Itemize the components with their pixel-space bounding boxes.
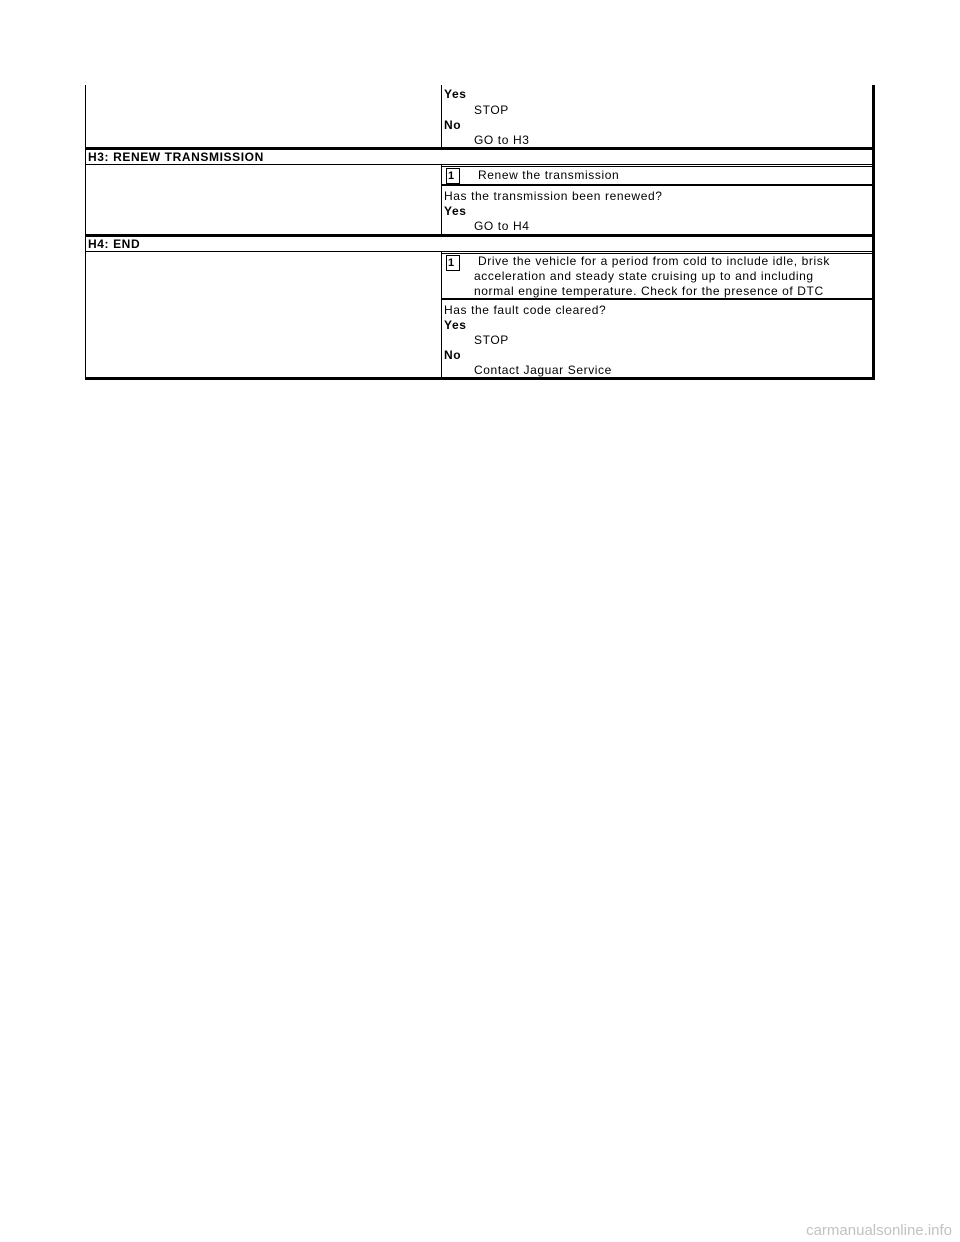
column-divider bbox=[441, 85, 442, 147]
h4-heading-top-border bbox=[85, 234, 875, 237]
h3-heading: H3: RENEW TRANSMISSION bbox=[88, 150, 264, 164]
h4-question: Has the fault code cleared? bbox=[444, 303, 607, 317]
h4-step-number: 1 bbox=[446, 255, 460, 271]
h4-no-label: No bbox=[444, 348, 462, 362]
table-border-right bbox=[872, 85, 875, 380]
h4-yes-label: Yes bbox=[444, 318, 467, 332]
h3-column-divider bbox=[441, 165, 442, 234]
h4-no-action: Contact Jaguar Service bbox=[474, 363, 612, 377]
h3-question: Has the transmission been renewed? bbox=[444, 189, 663, 203]
h4-step-line-3: normal engine temperature. Check for the presence of DTC bbox=[474, 284, 824, 298]
h4-column-divider bbox=[441, 252, 442, 378]
top-no-label: No bbox=[444, 118, 462, 132]
watermark-text: carmanualsonline.info bbox=[806, 1222, 952, 1239]
h3-yes-action: GO to H4 bbox=[474, 219, 530, 233]
h3-step-text: Renew the transmission bbox=[478, 168, 620, 182]
top-no-action: GO to H3 bbox=[474, 133, 530, 147]
top-yes-label: Yes bbox=[444, 87, 467, 101]
h4-step-line-1: Drive the vehicle for a period from cold to include idle, brisk bbox=[478, 254, 830, 268]
h3-step-bottom-border bbox=[441, 184, 875, 186]
h4-heading: H4: END bbox=[88, 237, 141, 251]
h4-step-line-2: acceleration and steady state cruising up to and including bbox=[474, 269, 814, 283]
h3-yes-label: Yes bbox=[444, 204, 467, 218]
h3-step-top-border bbox=[441, 166, 875, 167]
h4-yes-action: STOP bbox=[474, 333, 509, 347]
h3-step-number: 1 bbox=[446, 168, 460, 184]
top-yes-action: STOP bbox=[474, 103, 509, 117]
h4-heading-bottom-border bbox=[85, 251, 875, 252]
table-border-left bbox=[85, 85, 86, 380]
